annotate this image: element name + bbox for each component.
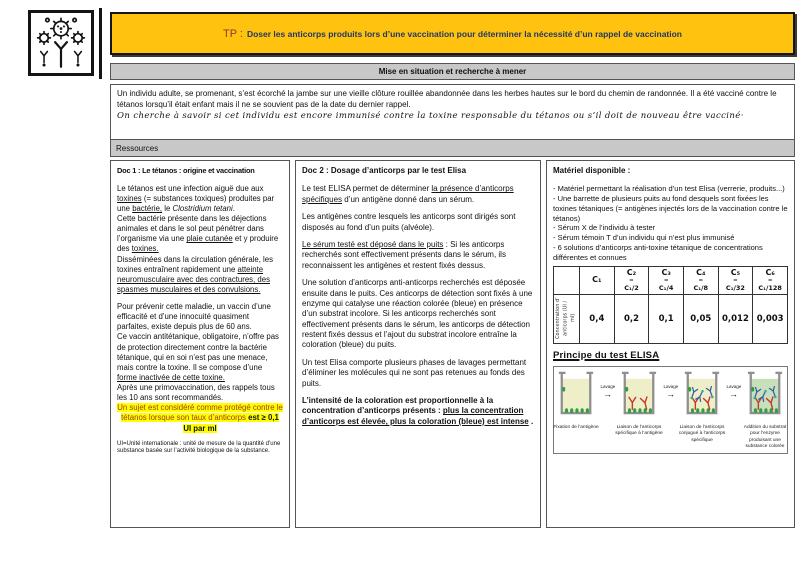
elisa-step-4 <box>741 371 790 451</box>
text-segment: toxines <box>117 193 142 203</box>
table-header-cell: C₃ = C₁/4 <box>649 267 684 294</box>
paragraph <box>302 396 534 427</box>
section-bar-mise-en-situation: Mise en situation et recherche à mener <box>110 63 795 80</box>
materiel-title: Matériel disponible : <box>553 166 631 175</box>
elisa-step-4-label: Addition du substrat pour l’enzyme produisant une substance colorée <box>743 424 787 450</box>
table-header-cell: C₂ = C₁/2 <box>614 267 649 294</box>
doc1-panel <box>110 160 290 528</box>
concentration-value: 0,2 <box>614 294 649 344</box>
paragraph <box>117 255 283 296</box>
paragraph <box>302 240 534 271</box>
lavage-label: Lavage <box>663 383 679 389</box>
text-segment: . <box>232 203 235 213</box>
table-header-cell: C₄ = C₁/8 <box>683 267 718 294</box>
concentration-table-body <box>554 267 788 344</box>
text-segment: Disséminées dans la circulation générale, les toxines entraînent rapidement une <box>117 254 274 274</box>
lavage-arrow-2 <box>664 371 678 451</box>
doc2-title: Doc 2 : Dosage d’anticorps par le test Elisa <box>302 166 467 175</box>
doc2-panel <box>295 160 541 528</box>
text-segment: Un test Elisa comporte plusieurs phases de lavages permettant d’éliminer les molécules qui ne sont pas retenues au fonds des puits. <box>302 357 527 388</box>
paragraph <box>117 383 283 403</box>
text-segment: le <box>162 203 173 213</box>
elisa-step-2-label: Liaison de l’anticorps spécifique à l’antigène <box>615 424 663 437</box>
paragraph <box>553 184 788 194</box>
arrow-right-icon: → <box>729 388 738 399</box>
text-segment: Le tétanos est une infection aiguë due aux <box>117 183 264 193</box>
doc1-body <box>117 184 283 457</box>
doc1-title: Doc 1 : Le tétanos : origine et vaccination <box>117 166 255 175</box>
materiel-panel <box>546 160 795 528</box>
section-bar-ressources: Ressources <box>110 139 795 157</box>
elisa-step-1 <box>552 371 601 451</box>
text-segment: la présence d’anticorps spécifiques <box>302 184 514 204</box>
text-segment: - 6 solutions d’anticorps anti-toxine tétanique de concentrations différentes et connues <box>553 242 763 262</box>
paragraph <box>302 184 534 205</box>
text-segment: - Matériel permettant la réalisation d’un test Elisa (verrerie, produits...) <box>553 184 785 194</box>
text-segment: toxines. <box>131 244 159 254</box>
paragraph <box>117 111 788 123</box>
table-header-cell: C₅ = C₁/32 <box>718 267 753 294</box>
text-segment: Pour prévenir cette maladie, un vaccin d’une efficacité et d’une innocuité quasiment parfaites, existe depuis plus de 60 ans. <box>117 302 271 332</box>
text-segment: Clostridium tetani <box>172 203 233 213</box>
school-logo <box>28 10 94 76</box>
document-body <box>110 12 795 528</box>
resources-columns <box>110 160 795 528</box>
text-segment: Après une primovaccination, des rappels tous les 10 ans sont recommandés. <box>117 383 275 403</box>
text-segment: - Une barrette de plusieurs puits au fond desquels sont fixées les toxines tétaniques (= antigènes injectés lors de la vaccination contre le tétanos) <box>553 194 788 223</box>
table-header-cell: C₆ = C₁/128 <box>753 267 788 294</box>
lavage-arrow-1 <box>601 371 615 451</box>
text-segment: UI=Unité internationale : unité de mesure de la quantité d’une substance basée sur l’activité biologique de la substance. <box>117 440 281 455</box>
text-segment: Une solution d’anticorps anti-anticorps recherchés est déposée ensuite dans le puits. Ces anticorps de détection sont fixés à une enzyme qui catalyse une réaction colorée (bleue) en présence d’un substrat incolore. Si les anticorps recherchés sont effectivement présents dans le sérum, les anticorps de détection restent fixés dessus et l’ajout du substrat incolore entraîne la coloration (bleue) du puits. <box>302 278 533 350</box>
doc2-body <box>302 184 534 427</box>
table-row-label: Concentration d’ anticorps (UI / ml) <box>554 294 580 344</box>
text-segment: Un individu adulte, se promenant, s’est écorché la jambe sur une vieille clôture rouillée abandonnée dans les herbes hautes sur le bord du chemin de randonnée. Il a été vacciné contre le tétanos lorsqu’il était enfant mais il ne se souvient pas de la date du dernier rappel. <box>117 89 777 110</box>
concentration-value: 0,05 <box>683 294 718 344</box>
arrow-right-icon: → <box>666 388 675 399</box>
text-segment: L’intensité de la coloration est proportionnelle à la concentration d’anticorps présents : <box>302 396 494 416</box>
paragraph <box>553 194 788 223</box>
text-segment: plus la concentration d’anticorps est élevée, plus la coloration (bleue) est intense <box>302 406 529 426</box>
concentration-value: 0,1 <box>649 294 684 344</box>
paragraph <box>117 214 283 255</box>
situation-text-box <box>110 84 795 139</box>
elisa-well-3-icon <box>683 371 721 419</box>
text-segment: forme inactivée de cette toxine. <box>117 372 225 382</box>
virus-antibody-icon <box>33 15 89 71</box>
text-segment: - Sérum témoin T d’un individu qui n’est plus immunisé <box>553 233 735 243</box>
text-segment: d’un antigène donné dans un sérum. <box>342 194 475 204</box>
elisa-well-2-icon <box>620 371 658 419</box>
text-segment: bactérie, <box>132 203 163 213</box>
lavage-label: Lavage <box>726 383 742 389</box>
concentration-value: 0,4 <box>580 294 615 344</box>
text-segment: - Sérum X de l’individu à tester <box>553 223 656 233</box>
paragraph <box>117 403 283 433</box>
lavage-arrow-3 <box>727 371 741 451</box>
text-segment: Le sérum testé est déposé dans le puits <box>302 239 444 249</box>
paragraph <box>117 441 283 457</box>
table-header-cell: C₁ <box>580 267 615 294</box>
concentration-value: 0,012 <box>718 294 753 344</box>
table-corner-cell <box>554 267 580 294</box>
paragraph <box>302 358 534 389</box>
elisa-well-4-icon <box>746 371 784 419</box>
paragraph <box>302 212 534 233</box>
arrow-right-icon: → <box>603 388 612 399</box>
elisa-principle-heading <box>553 350 788 362</box>
elisa-diagram <box>553 366 788 454</box>
paragraph <box>553 243 788 263</box>
text-segment: Cette bactérie présente dans les déjections animales et dans le sol peut pénétrer dans l’organisme via une <box>117 214 267 244</box>
elisa-step-1-label: Fixation de l’antigène <box>553 424 599 430</box>
divider-line <box>99 8 102 79</box>
elisa-principle-title: Principe du test ELISA <box>553 350 660 362</box>
elisa-step-2 <box>615 371 664 451</box>
text-segment: Ce vaccin antitétanique, obligatoire, n’offre pas de protection directement contre la bactérie tétanique, qui en soi n’est pas une menace, mais contre la toxine. Il se compose d’une <box>117 332 279 372</box>
text-segment: et y produire des <box>117 234 279 254</box>
concentration-value: 0,003 <box>753 294 788 344</box>
title-prefix: TP : <box>222 27 243 40</box>
text-segment: . <box>528 416 534 426</box>
paragraph <box>117 302 283 332</box>
elisa-steps-row <box>554 371 787 451</box>
text-segment: Le test ELISA permet de déterminer <box>302 184 432 194</box>
concentration-table <box>553 266 788 344</box>
text-segment: (= substances toxiques) produites par une <box>117 193 275 213</box>
paragraph <box>302 278 534 351</box>
paragraph <box>553 223 788 233</box>
text-segment: est ≥ 0,1 UI par ml <box>183 413 279 433</box>
text-segment: plaie cutanée <box>186 234 233 244</box>
text-segment: Les antigènes contre lesquels les anticorps sont dirigés sont disposés au fond d’un puits (alvéole). <box>302 212 516 232</box>
materiel-items <box>553 184 788 262</box>
elisa-step-3-label: Liaison de l’anticorps conjugué à l’anticorps spécifique <box>678 424 726 443</box>
text-segment: atteinte neuromusculaire avec des contractures, des spasmes musculaires et des convulsions. <box>117 264 270 294</box>
paragraph <box>117 332 283 383</box>
title-banner <box>110 12 795 55</box>
paragraph <box>117 88 788 110</box>
paragraph <box>553 233 788 243</box>
paragraph <box>117 184 283 214</box>
text-segment: Un sujet est considéré comme protégé contre le tétanos lorsque son taux d’anticorps <box>117 403 283 423</box>
text-segment: : Si les anticorps recherchés sont effectivement présents dans le sérum, ils reconnaissent les antigènes et restent fixés dessus. <box>302 239 506 270</box>
elisa-step-3 <box>678 371 727 451</box>
elisa-well-1-icon <box>557 371 595 419</box>
text-segment: On cherche à savoir si cet individu est encore immunisé contre la toxine responsable du tétanos ou s’il doit de nouveau être vacciné· <box>117 111 744 122</box>
lavage-label: Lavage <box>600 383 616 389</box>
page-title: Doser les anticorps produits lors d’une vaccination pour déterminer la nécessité d’un rappel de vaccination <box>246 28 683 39</box>
